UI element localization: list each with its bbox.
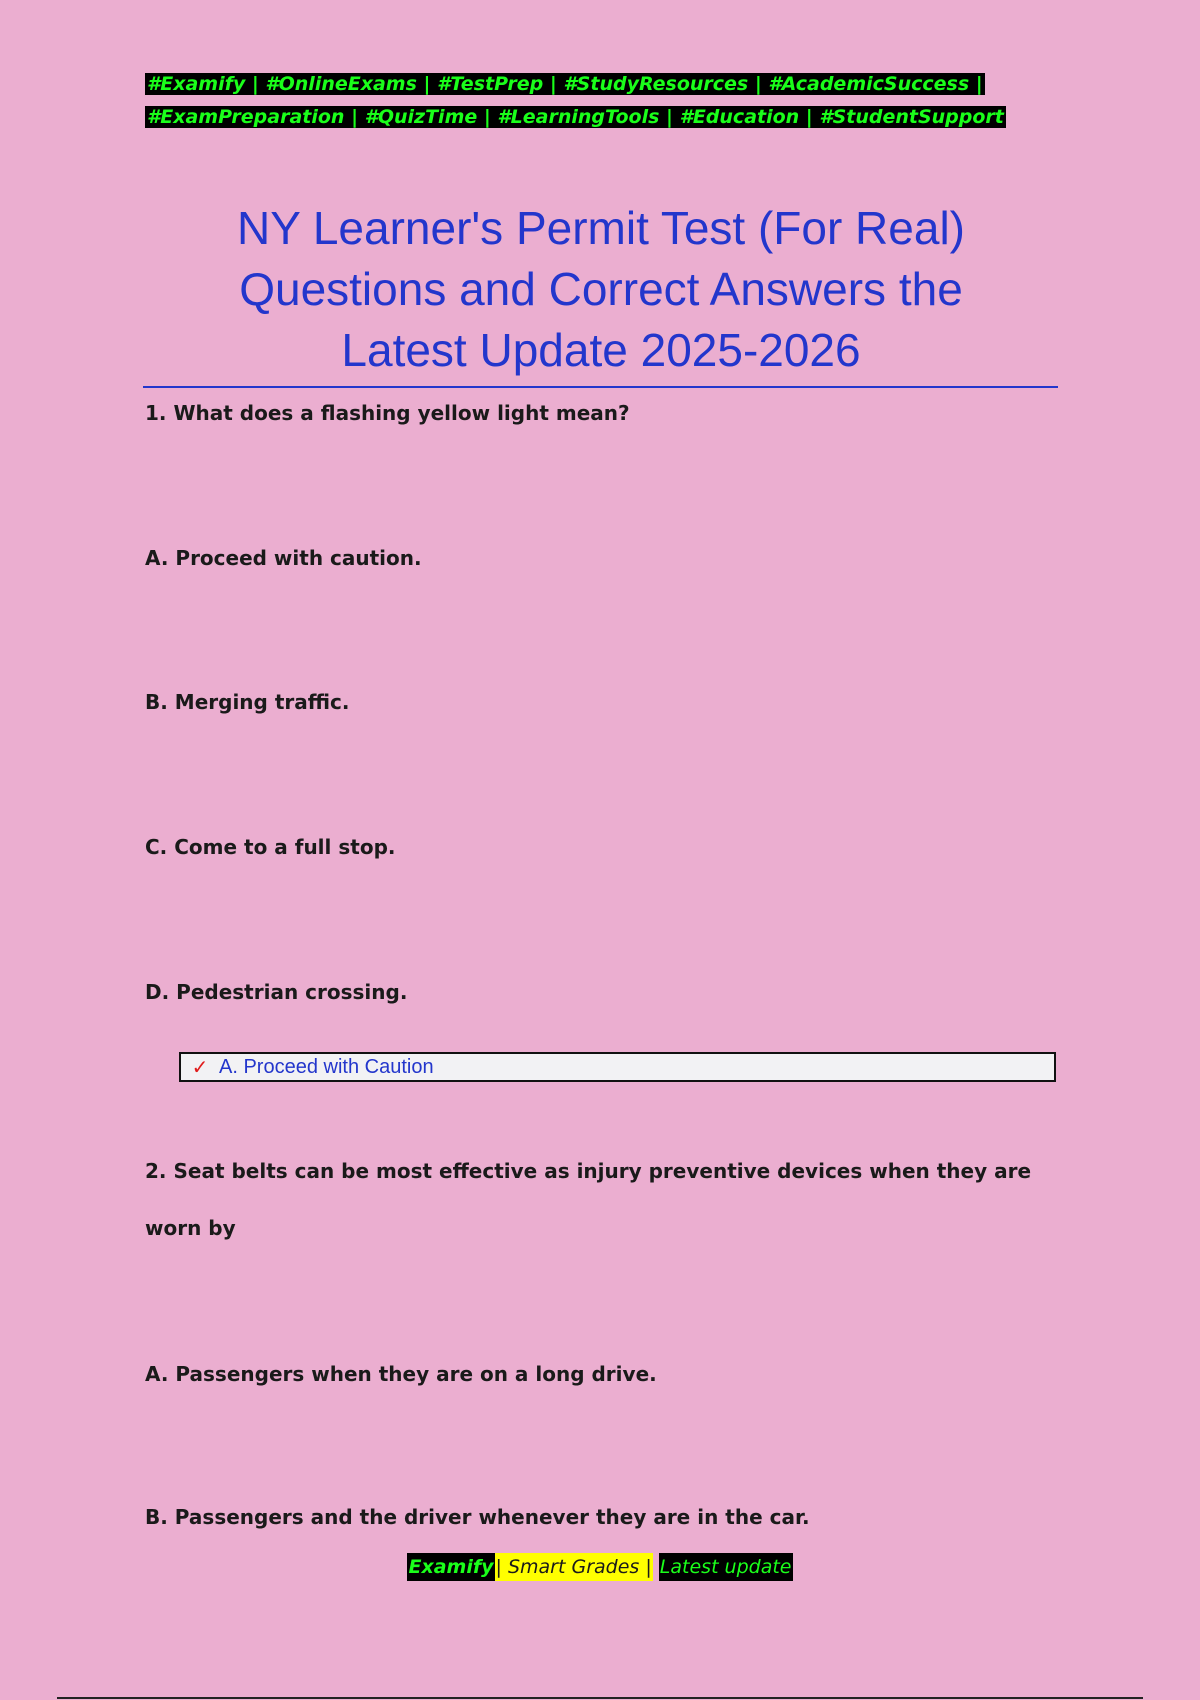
hashtag-text: #ExamPreparation | #QuizTime | #LearningTools | #Education | #StudentSupport bbox=[147, 106, 1004, 128]
question-1-option-d: D. Pedestrian crossing. bbox=[145, 980, 408, 1004]
title-line-2: Questions and Correct Answers the bbox=[239, 263, 963, 315]
question-1-answer: A. Proceed with Caution bbox=[219, 1055, 434, 1078]
question-1-option-b: B. Merging traffic. bbox=[145, 690, 350, 714]
hashtag-banner-line-2 bbox=[145, 103, 1055, 131]
footer-brand: Examify bbox=[407, 1553, 494, 1581]
question-1-option-a: A. Proceed with caution. bbox=[145, 546, 422, 570]
question-1-text: 1. What does a flashing yellow light mean? bbox=[145, 401, 630, 425]
question-2-option-a: A. Passengers when they are on a long drive. bbox=[145, 1362, 657, 1386]
document-title bbox=[145, 198, 1057, 381]
hashtag-banner-line-1 bbox=[145, 70, 1055, 98]
question-2-text bbox=[145, 1143, 1045, 1257]
check-icon: ✓ bbox=[191, 1055, 209, 1079]
question-2-text-line-2: worn by bbox=[145, 1216, 236, 1240]
hashtag-text: #Examify | #OnlineExams | #TestPrep | #StudyResources | #AcademicSuccess | bbox=[147, 73, 983, 95]
footer-smart-grades: | Smart Grades | bbox=[495, 1553, 653, 1581]
title-divider bbox=[143, 386, 1058, 388]
footer-banner bbox=[0, 1553, 1200, 1581]
question-1-option-c: C. Come to a full stop. bbox=[145, 835, 396, 859]
title-line-1: NY Learner's Permit Test (For Real) bbox=[237, 202, 965, 254]
footer-latest-update: Latest update bbox=[659, 1553, 793, 1581]
question-2-text-line-1: 2. Seat belts can be most effective as injury preventive devices when they are bbox=[145, 1159, 1032, 1183]
question-1-answer-box bbox=[179, 1052, 1056, 1082]
question-2-option-b: B. Passengers and the driver whenever they are in the car. bbox=[145, 1505, 810, 1529]
page-bottom-divider bbox=[57, 1697, 1143, 1699]
title-line-3: Latest Update 2025-2026 bbox=[341, 324, 861, 376]
